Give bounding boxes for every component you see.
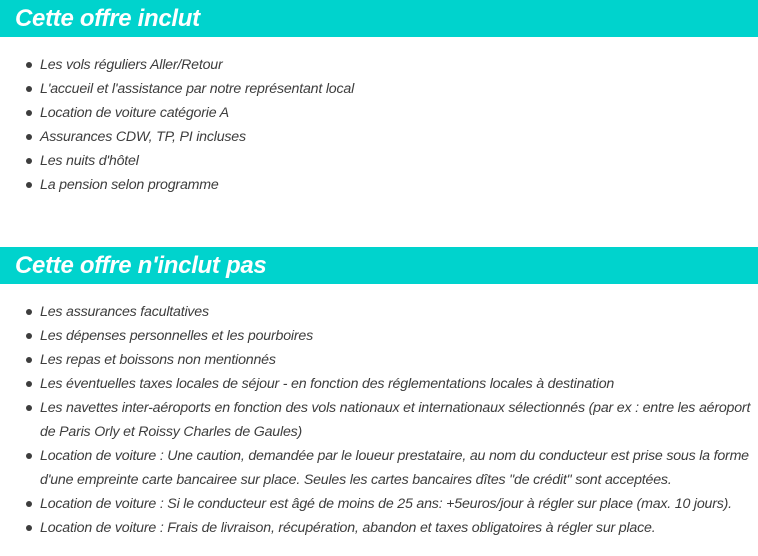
list-item: Location de voiture : Frais de livraison, récupération, abandon et taxes obligatoires à régler sur place.: [0, 516, 758, 540]
list-item: Les nuits d'hôtel: [0, 149, 758, 173]
list-item: Les navettes inter-aéroports en fonction des vols nationaux et internationaux sélectionnés (par ex : entre les aéroport de Paris Orly et Roissy Charles de Gaules): [0, 396, 758, 444]
list-item: Location de voiture catégorie A: [0, 101, 758, 125]
excluded-section-title: Cette offre n'inclut pas: [15, 252, 267, 279]
included-section-title: Cette offre inclut: [15, 5, 200, 32]
included-section-header: [0, 0, 758, 37]
list-item: Les repas et boissons non mentionnés: [0, 348, 758, 372]
list-item: Assurances CDW, TP, PI incluses: [0, 125, 758, 149]
list-item: Location de voiture : Si le conducteur est âgé de moins de 25 ans: +5euros/jour à régler sur place (max. 10 jours).: [0, 492, 758, 516]
list-item: L'accueil et l'assistance par notre représentant local: [0, 77, 758, 101]
excluded-list: [0, 300, 758, 540]
list-item: Les dépenses personnelles et les pourboires: [0, 324, 758, 348]
list-item: Location de voiture : Une caution, demandée par le loueur prestataire, au nom du conducteur est prise sous la forme d'une empreinte carte bancairee sur place. Seules les cartes bancaires dîtes "de crédit" sont acceptées.: [0, 444, 758, 492]
list-item: La pension selon programme: [0, 173, 758, 197]
list-item: Les éventuelles taxes locales de séjour - en fonction des réglementations locales à destination: [0, 372, 758, 396]
included-list: [0, 53, 758, 197]
list-item: Les vols réguliers Aller/Retour: [0, 53, 758, 77]
excluded-section-header: [0, 247, 758, 284]
list-item: Les assurances facultatives: [0, 300, 758, 324]
